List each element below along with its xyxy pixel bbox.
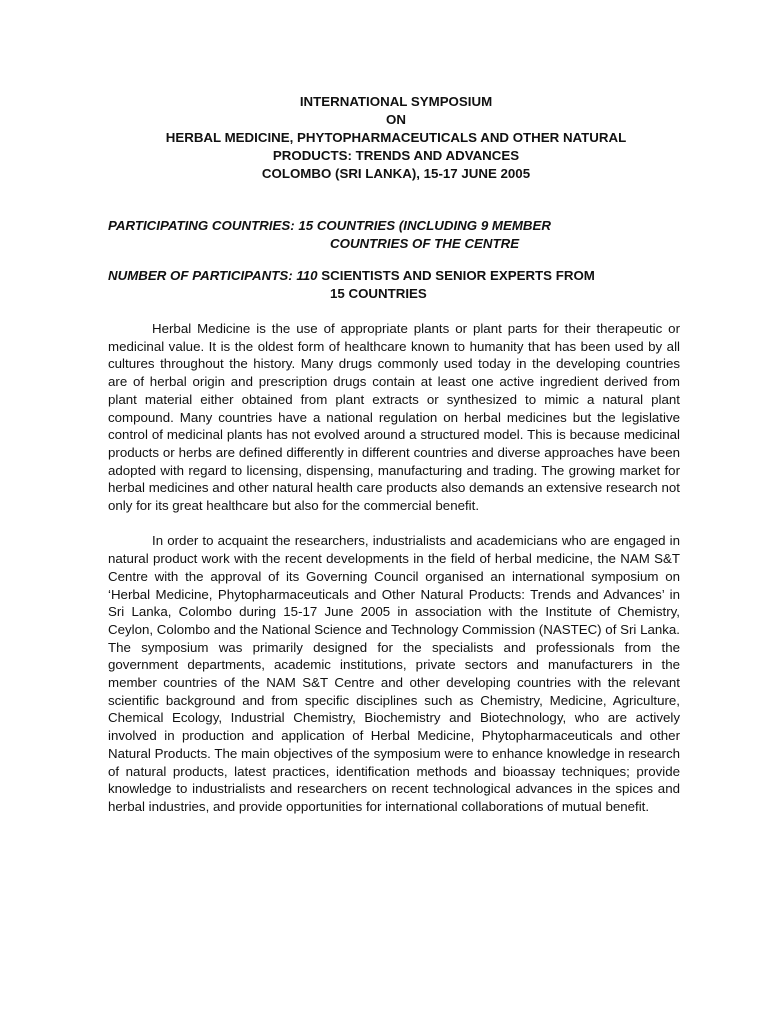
title-line-5: COLOMBO (SRI LANKA), 15-17 JUNE 2005 [261, 166, 531, 181]
paragraph-herbal-medicine: Herbal Medicine is the use of appropriate plants or plant parts for their therapeutic or medicinal value. It is the oldest form of healthcare known to humanity that has been used by all cultures throughout the history. Many drugs commonly used today in the developing countries are of herbal origin and prescription drugs contain at least one active ingredient derived from plant material either obtained from plant extracts or synthesized to mimic a natural plant compound. Many countries have a national regulation on herbal medicines but the legislative control of medicinal plants has not evolved around a structured model. This is because medicinal products or herbs are defined differently in different countries and diverse approaches have been adopted with regard to licensing, dispensing, manufacturing and trading. The growing market for herbal medicines and other natural health care products also demands an extensive research not only for its great healthcare but also for the commercial benefit. [108, 321, 680, 514]
title-line-4: PRODUCTS: TRENDS AND ADVANCES [272, 148, 520, 163]
title-line-1: INTERNATIONAL SYMPOSIUM [299, 94, 493, 109]
title-line-3: HERBAL MEDICINE, PHYTOPHARMACEUTICALS AND OTHER NATURAL [165, 130, 627, 145]
title-line-2: ON [386, 112, 406, 127]
number-of-participants [108, 267, 680, 303]
participating-countries [108, 217, 680, 253]
document-title [88, 93, 704, 183]
participating-countries-continuation: COUNTRIES OF THE CENTRE [330, 236, 520, 251]
participating-countries-label: PARTICIPATING COUNTRIES: 15 COUNTRIES (INCLUDING 9 MEMBER [108, 218, 552, 233]
number-of-participants-label: NUMBER OF PARTICIPANTS: 110 [108, 268, 318, 283]
number-of-participants-continuation: 15 COUNTRIES [330, 286, 427, 301]
body-text [108, 320, 680, 816]
number-of-participants-value: SCIENTISTS AND SENIOR EXPERTS FROM [317, 268, 595, 283]
paragraph-symposium: In order to acquaint the researchers, industrialists and academicians who are engaged in natural product work with the recent developments in the field of herbal medicine, the NAM S&T Centre with the approval of its Governing Council organised an international symposium on ‘Herbal Medicine, Phytopharmaceuticals and Other Natural Products: Trends and Advances’ in Sri Lanka, Colombo during 15-17 June 2005 in association with the Institute of Chemistry, Ceylon, Colombo and the National Science and Technology Commission (NASTEC) of Sri Lanka. The symposium was primarily designed for the specialists and professionals from the government departments, academic institutions, private sectors and manufacturers in the member countries of the NAM S&T Centre and other developing countries with the relevant scientific background and from specific disciplines such as Chemistry, Medicine, Agriculture, Chemical Ecology, Industrial Chemistry, Biochemistry and Biotechnology, who are actively involved in production and application of Herbal Medicine, Phytopharmaceuticals and other Natural Products. The main objectives of the symposium were to enhance knowledge in research of natural products, latest practices, identification methods and bioassay techniques; provide knowledge to industrialists and researchers on recent technological advances in the spices and herbal industries, and provide opportunities for international collaborations of mutual benefit. [108, 533, 680, 814]
